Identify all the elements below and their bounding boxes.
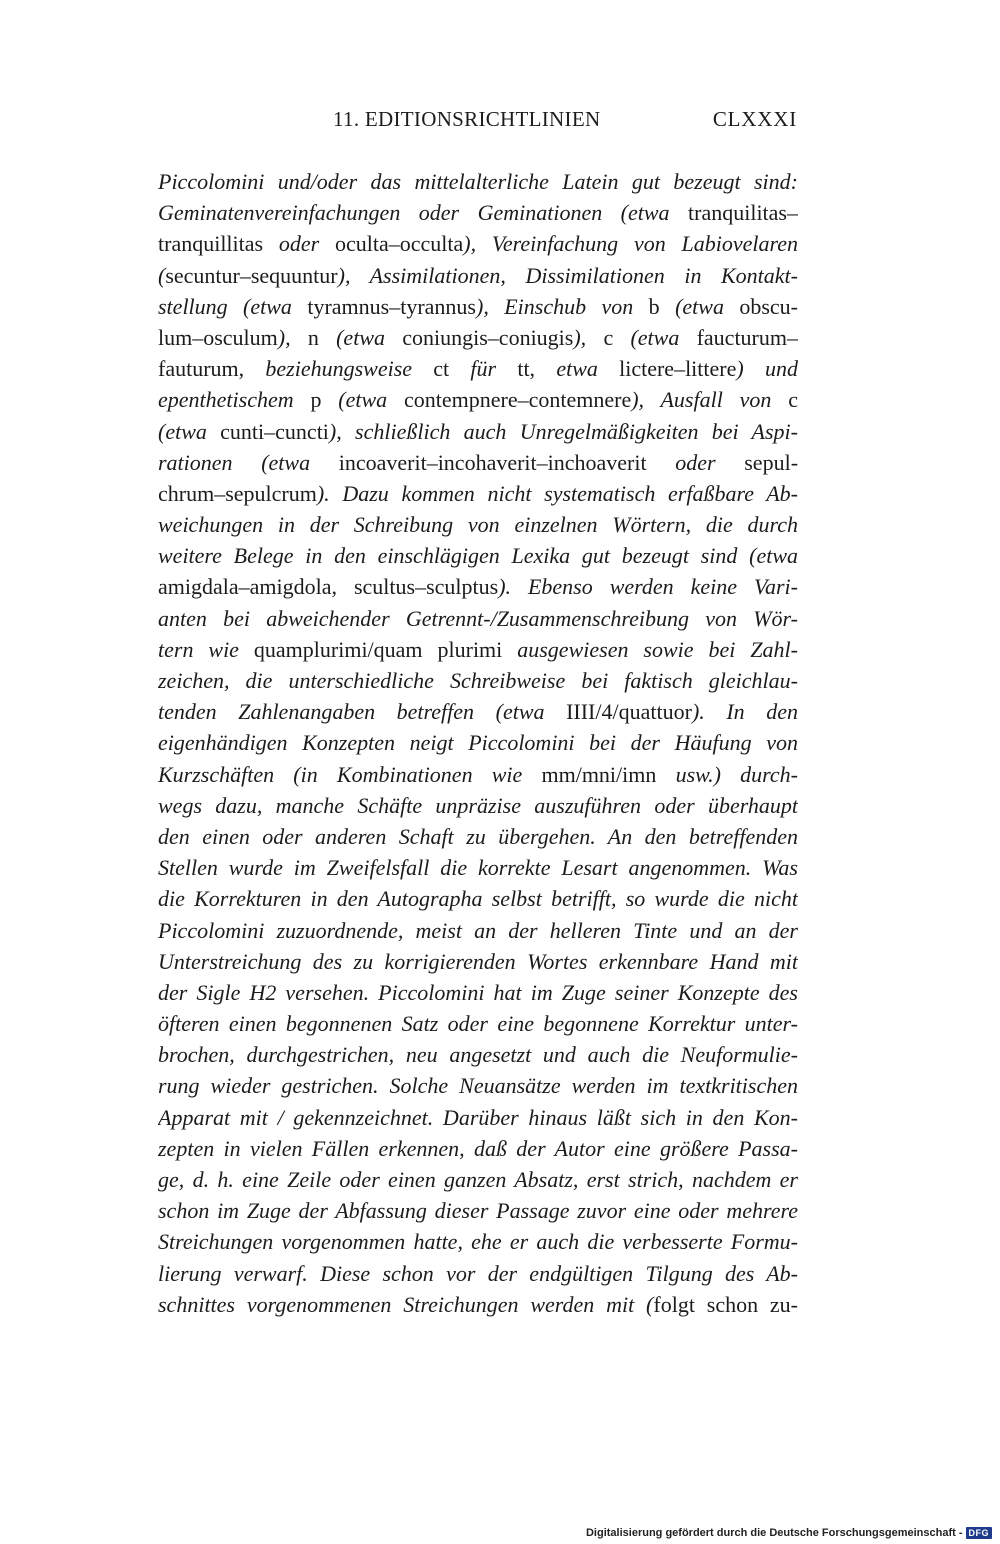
italic-segment: der Sigle H2 versehen. Piccolomini hat im Zuge seiner Konzepte des — [158, 979, 798, 1005]
text-line — [158, 322, 798, 353]
body-text — [158, 166, 798, 1320]
italic-segment: oder — [675, 449, 745, 475]
dfg-logo: DFG — [966, 1527, 993, 1539]
text-line — [158, 1164, 798, 1195]
text-line — [158, 1008, 798, 1039]
roman-segment: n — [307, 324, 337, 350]
text-line — [158, 197, 798, 228]
text-line — [158, 571, 798, 602]
text-line — [158, 291, 798, 322]
italic-segment: schnittes vorgenommenen Streichungen werden mit ( — [158, 1291, 654, 1317]
text-line — [158, 384, 798, 415]
roman-segment: chrum–sepulcrum — [158, 480, 317, 506]
italic-segment: usw.) durch- — [675, 761, 798, 787]
italic-segment: zeichen, die unterschiedliche Schreibweise bei faktisch gleichlau- — [158, 668, 798, 693]
italic-segment: (etwa — [338, 387, 405, 413]
text-line — [158, 696, 798, 727]
italic-segment: ), Einschub von — [476, 293, 649, 319]
italic-segment: Apparat mit / gekennzeichnet. Darüber hinaus läßt sich in den Kon- — [158, 1104, 798, 1130]
roman-segment: folgt schon zu- — [653, 1291, 798, 1317]
text-line — [158, 509, 798, 540]
roman-segment: sepul- — [744, 449, 798, 475]
italic-segment: Piccolomini zuzuordnende, meist an der helleren Tinte und an der — [158, 917, 798, 943]
roman-segment: coniungis–coniugis — [402, 324, 574, 350]
italic-segment: Streichungen vorgenommen hatte, ehe er auch die verbesserte Formu- — [158, 1229, 798, 1255]
text-line — [158, 915, 798, 946]
italic-segment: epenthetischem — [158, 387, 311, 413]
roman-segment: contempnere–contemnere — [404, 387, 632, 413]
roman-segment: faucturum– — [696, 324, 798, 350]
text-line — [158, 540, 798, 571]
italic-segment: beziehungsweise — [265, 356, 434, 382]
italic-segment: rationen (etwa — [158, 449, 339, 475]
text-line — [158, 603, 798, 634]
roman-segment: p — [310, 387, 339, 413]
text-line — [158, 883, 798, 914]
italic-segment: die Korrekturen in den Autographa selbst betrifft, so wurde die nicht — [158, 886, 798, 912]
italic-segment: lierung verwarf. Diese schon vor der endgültigen Tilgung des Ab- — [158, 1260, 798, 1286]
text-line — [158, 634, 798, 665]
italic-segment: (etwa — [336, 324, 403, 350]
italic-segment: Geminatenvereinfachungen oder Geminationen (etwa — [158, 200, 689, 226]
italic-segment: für — [470, 356, 518, 382]
section-title: 11. EDITIONSRICHTLINIEN — [333, 107, 601, 131]
italic-segment: ), — [573, 324, 604, 350]
text-line — [158, 821, 798, 852]
italic-segment: zepten in vielen Fällen erkennen, daß der Autor eine größere Passa- — [158, 1135, 798, 1161]
italic-segment: eigenhändigen Konzepten neigt Piccolomini bei der Häufung von — [158, 730, 798, 756]
text-line — [158, 977, 798, 1008]
text-line — [158, 759, 798, 790]
text-line — [158, 790, 798, 821]
italic-segment: (etwa — [158, 418, 221, 444]
italic-segment: stellung (etwa — [158, 293, 308, 319]
italic-segment: öfteren einen begonnenen Satz oder eine begonnene Korrektur unter- — [158, 1011, 798, 1037]
italic-segment: ). Ebenso werden keine Vari- — [498, 574, 798, 600]
roman-segment: tt, — [517, 356, 557, 382]
italic-segment: Unterstreichung des zu korrigierenden Wortes erkennbare Hand mit — [158, 948, 798, 974]
roman-segment: amigdala–amigdola, scultus–sculptus — [158, 574, 499, 600]
roman-segment: incoaverit–incohaverit–inchoaverit — [338, 449, 676, 475]
roman-segment: oculta–occulta — [335, 231, 464, 257]
italic-segment: (etwa — [630, 324, 697, 350]
italic-segment: (etwa — [675, 293, 740, 319]
italic-segment: Stellen wurde im Zweifelsfall die korrekte Lesart angenommen. Was — [158, 855, 798, 881]
italic-segment: ), schließlich auch Unregelmäßigkeiten bei Aspi- — [328, 418, 798, 444]
italic-segment: den einen oder anderen Schaft zu übergehen. An den betreffenden — [158, 823, 798, 849]
roman-segment: ct — [433, 356, 471, 382]
text-line — [158, 665, 798, 696]
text-line — [158, 1070, 798, 1101]
digitization-credit — [586, 1527, 992, 1539]
text-line — [158, 1258, 798, 1289]
text-line — [158, 852, 798, 883]
text-line — [158, 416, 798, 447]
italic-segment: ), Ausfall von — [631, 387, 789, 413]
roman-segment: secuntur–sequuntur — [165, 262, 338, 288]
text-line — [158, 1133, 798, 1164]
text-line — [158, 1226, 798, 1257]
text-line — [158, 1039, 798, 1070]
italic-segment: ge, d. h. eine Zeile oder einen ganzen Absatz, erst strich, nachdem er — [158, 1167, 798, 1192]
roman-segment: obscu- — [739, 293, 798, 319]
italic-segment: ausgewiesen sowie bei Zahl- — [517, 636, 798, 662]
italic-segment: ), Assimilationen, Dissimilationen in Kontakt- — [337, 262, 798, 288]
text-line — [158, 228, 798, 259]
roman-segment: c — [788, 387, 798, 413]
italic-segment: weitere Belege in den einschlägigen Lexika gut bezeugt sind (etwa — [158, 543, 798, 569]
italic-segment: ). In den — [691, 699, 798, 725]
italic-segment: wegs dazu, manche Schäfte unpräzise auszuführen oder überhaupt — [158, 792, 798, 818]
roman-segment: fauturum, — [158, 356, 266, 382]
roman-segment: lictere–littere — [619, 356, 737, 382]
roman-segment: tyramnus–tyrannus — [307, 293, 476, 319]
italic-segment: oder — [278, 231, 336, 257]
italic-segment: brochen, durchgestrichen, neu angesetzt und auch die Neuformulie- — [158, 1042, 798, 1068]
text-line — [158, 1102, 798, 1133]
italic-segment: anten bei abweichender Getrennt-/Zusammenschreibung von Wör- — [158, 605, 798, 631]
italic-segment: ( — [158, 262, 166, 288]
page-number: CLXXXI — [712, 107, 797, 131]
italic-segment: tenden Zahlenangaben betreffen (etwa — [158, 699, 567, 725]
italic-segment: ) und — [736, 356, 798, 382]
italic-segment: Piccolomini und/oder das mittelalterliche Latein gut bezeugt sind: — [158, 169, 798, 194]
roman-segment: IIII/4/quattuor — [566, 699, 692, 725]
text-line — [158, 1289, 798, 1320]
text-line — [158, 260, 798, 291]
italic-segment: weichungen in der Schreibung von einzelnen Wörtern, die durch — [158, 512, 798, 538]
text-line — [158, 478, 798, 509]
italic-segment: ), — [277, 324, 308, 350]
text-line — [158, 1195, 798, 1226]
italic-segment: Kurzschäften (in Kombinationen wie — [158, 761, 542, 787]
text-line — [158, 353, 798, 384]
roman-segment: cunti–cuncti — [220, 418, 329, 444]
roman-segment: tranquillitas — [158, 231, 279, 257]
text-line — [158, 166, 798, 197]
roman-segment: mm/mni/imn — [541, 761, 676, 787]
roman-segment: quamplurimi/quam plurimi — [253, 636, 518, 662]
italic-segment: tern wie — [158, 636, 254, 662]
text-line — [158, 727, 798, 758]
roman-segment: c — [603, 324, 631, 350]
roman-segment: b — [648, 293, 676, 319]
italic-segment: schon im Zuge der Abfassung dieser Passage zuvor eine oder mehrere — [158, 1198, 798, 1224]
italic-segment: ), Vereinfachung von Labiovelaren — [463, 231, 798, 257]
roman-segment: tranquilitas– — [688, 200, 798, 226]
roman-segment: lum–osculum — [158, 324, 278, 350]
italic-segment: rung wieder gestrichen. Solche Neuansätze werden im textkritischen — [158, 1073, 798, 1099]
text-line — [158, 447, 798, 478]
italic-segment: etwa — [556, 356, 620, 382]
text-line — [158, 946, 798, 977]
italic-segment: ). Dazu kommen nicht systematisch erfaßbare Ab- — [316, 480, 798, 506]
credit-text: Digitalisierung gefördert durch die Deutsche Forschungsgemeinschaft - — [585, 1527, 963, 1539]
